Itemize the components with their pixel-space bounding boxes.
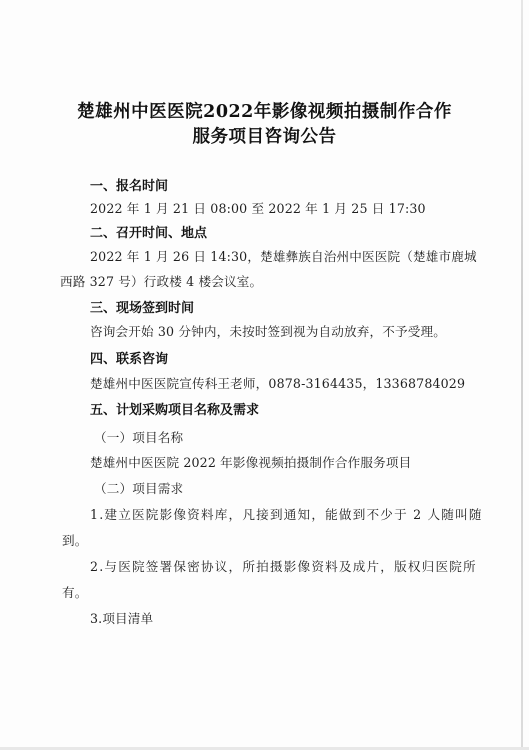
section-2-text-line-1: 2022 年 1 月 26 日 14:30，楚雄彝族自治州中医医院（楚雄市鹿城 — [90, 249, 477, 264]
requirement-1-line-1: 1.建立医院影像资料库，凡接到通知，能做到不少于 2 人随叫随 — [90, 507, 483, 522]
section-5-heading: 五、计划采购项目名称及需求 — [90, 403, 260, 418]
page-edge-shadow — [521, 0, 523, 750]
section-1-heading: 一、报名时间 — [90, 179, 169, 194]
section-3-text: 咨询会开始 30 分钟内，未按时签到视为自动放弃，不予受理。 — [90, 324, 446, 339]
section-5-project-name: 楚雄州中医医院 2022 年影像视频拍摄制作合作服务项目 — [90, 455, 412, 470]
requirement-2-line-1: 2.与医院签署保密协议，所拍摄影像资料及成片，版权归医院所 — [90, 559, 477, 574]
section-3-heading: 三、现场签到时间 — [90, 301, 195, 316]
title-line-1: 楚雄州中医医院2022年影像视频拍摄制作合作 — [77, 102, 452, 122]
section-2-text-line-2: 西路 327 号）行政楼 4 楼会议室。 — [60, 274, 263, 289]
section-4-heading: 四、联系咨询 — [90, 352, 169, 367]
title-line-2: 服务项目咨询公告 — [192, 127, 337, 147]
requirement-1-line-2: 到。 — [62, 533, 88, 548]
requirement-3: 3.项目清单 — [90, 611, 154, 626]
section-1-text: 2022 年 1 月 21 日 08:00 至 2022 年 1 月 25 日 17:30 — [90, 201, 426, 216]
requirement-2-line-2: 有。 — [62, 585, 88, 600]
section-5-subheading-1: （一）项目名称 — [94, 430, 184, 445]
section-4-text: 楚雄州中医医院宣传科王老师，0878-3164435，13368784029 — [90, 376, 466, 391]
section-2-heading: 二、召开时间、地点 — [90, 226, 208, 241]
section-5-subheading-2: （二）项目需求 — [94, 481, 184, 496]
